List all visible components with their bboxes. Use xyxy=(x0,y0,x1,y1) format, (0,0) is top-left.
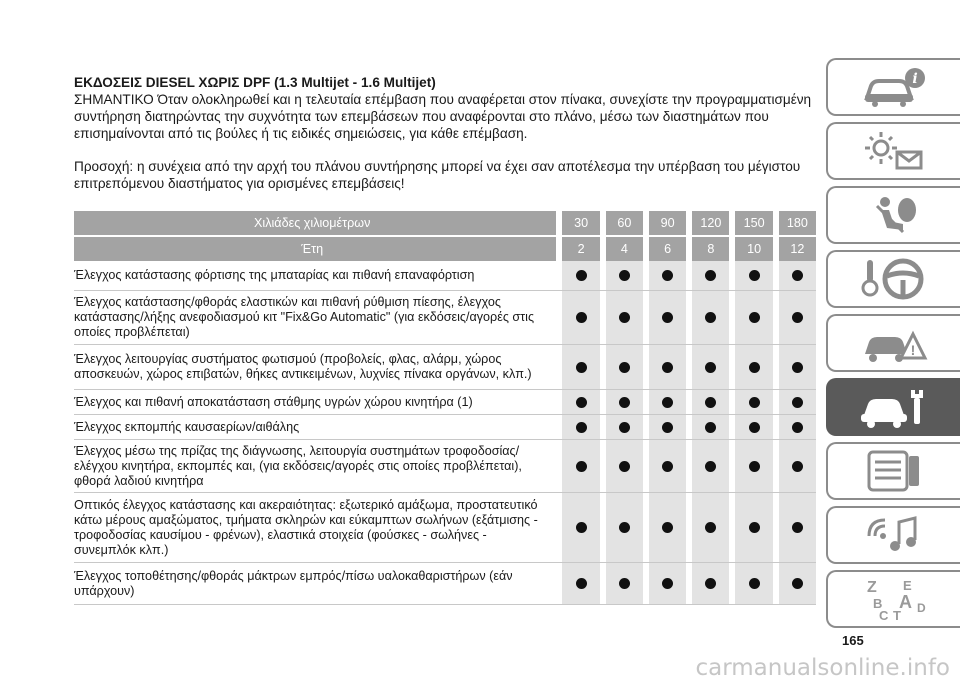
table-row xyxy=(74,390,816,415)
schedule-cell xyxy=(649,261,686,290)
tab-car-info[interactable] xyxy=(826,58,960,116)
schedule-cell xyxy=(562,345,599,389)
scheduled-dot-icon xyxy=(792,461,803,472)
scheduled-dot-icon xyxy=(619,522,630,533)
multimedia-icon xyxy=(859,512,929,558)
schedule-cell xyxy=(779,345,816,389)
scheduled-dot-icon xyxy=(662,522,673,533)
schedule-cell xyxy=(562,563,599,604)
maintenance-table xyxy=(74,211,816,605)
watermark: carmanualsonline.info xyxy=(695,655,950,681)
scheduled-dot-icon xyxy=(619,397,630,408)
km-header-label: Χιλιάδες χιλιομέτρων xyxy=(74,211,556,235)
scheduled-dot-icon xyxy=(619,270,630,281)
check-description: Έλεγχος τοποθέτησης/φθοράς μάκτρων εμπρός/πίσω υαλοκαθαριστήρων (εάν υπάρχουν) xyxy=(74,568,513,598)
schedule-cell xyxy=(649,345,686,389)
scheduled-dot-icon xyxy=(662,397,673,408)
schedule-cell xyxy=(735,563,772,604)
tab-technical-data[interactable] xyxy=(826,442,960,500)
schedule-cell xyxy=(735,291,772,344)
schedule-cell xyxy=(606,345,643,389)
scheduled-dot-icon xyxy=(705,422,716,433)
scheduled-dot-icon xyxy=(662,312,673,323)
table-row xyxy=(74,291,816,345)
svg-text:i: i xyxy=(912,71,918,87)
check-description: Οπτικός έλεγχος κατάστασης και ακεραιότητας: εξωτερικό αμάξωμα, προστατευτικό κάτω μέρους αμαξώματος, τμήματα σκληρών και εύκαμπτων σωλήνων (εξάτμισης - τροφοδοσίας καυσίμου - φρένων), ελαστικά στοιχεία (φούσκες - σωλήνες - συνεμπλόκ κλπ.) xyxy=(74,497,538,557)
scheduled-dot-icon xyxy=(619,578,630,589)
table-row xyxy=(74,493,816,563)
schedule-cell xyxy=(779,261,816,290)
index-letter: T xyxy=(893,608,901,622)
table-row xyxy=(74,415,816,440)
table-row xyxy=(74,261,816,291)
km-value: 180 xyxy=(779,211,816,235)
index-letter: B xyxy=(873,596,883,611)
page-number: 165 xyxy=(842,633,864,648)
important-note: ΣΗΜΑΝΤΙΚΟ Όταν ολοκληρωθεί και η τελευταία επέμβαση που αναφέρεται στον πίνακα, συνεχίστε την προγραμματισμένη συντήρηση διατηρώντας την συχνότητα των επεμβάσεων που αναφέρονται στο πλάνο, μέσω των διαστημάτων που επισημαίνονται από τις βούλες ή τις ειδικές σημειώσεις, για κάθε επέμβαση. xyxy=(74,92,812,141)
schedule-cell xyxy=(562,390,599,414)
index-letter: E xyxy=(903,578,912,593)
scheduled-dot-icon xyxy=(705,312,716,323)
check-description: Έλεγχος λειτουργίας συστήματος φωτισμού (προβολείς, φλας, αλάρμ, χώρος αποσκευών, χώρος επιβατών, θήκες αντικειμένων, λυχνίες πίνακα οργάνων, κλπ.) xyxy=(74,352,532,381)
tab-starting-driving[interactable] xyxy=(826,250,960,308)
warning-lights-icon xyxy=(859,128,929,174)
schedule-cell xyxy=(606,415,643,439)
index-letter: C xyxy=(879,608,889,622)
scheduled-dot-icon xyxy=(662,270,673,281)
scheduled-dot-icon xyxy=(792,422,803,433)
year-value: 6 xyxy=(649,237,686,261)
schedule-cell xyxy=(735,415,772,439)
check-description: Έλεγχος εκπομπής καυσαερίων/αιθάλης xyxy=(74,419,300,434)
steering-wheel-key-icon xyxy=(859,256,929,302)
svg-text:!: ! xyxy=(910,342,916,358)
scheduled-dot-icon xyxy=(749,422,760,433)
scheduled-dot-icon xyxy=(705,397,716,408)
schedule-cell xyxy=(649,390,686,414)
years-header-label: Έτη xyxy=(74,237,556,261)
scheduled-dot-icon xyxy=(576,578,587,589)
year-value: 4 xyxy=(606,237,643,261)
schedule-cell xyxy=(562,440,599,492)
schedule-cell xyxy=(606,291,643,344)
scheduled-dot-icon xyxy=(749,522,760,533)
schedule-cell xyxy=(692,345,729,389)
scheduled-dot-icon xyxy=(662,461,673,472)
index-letter: A xyxy=(899,592,912,612)
schedule-cell xyxy=(649,493,686,562)
tab-alphabetical-index[interactable] xyxy=(826,570,960,628)
km-value: 90 xyxy=(649,211,686,235)
tab-maintenance[interactable] xyxy=(826,378,960,436)
check-description: Έλεγχος και πιθανή αποκατάσταση στάθμης υγρών χώρου κινητήρα (1) xyxy=(74,394,473,409)
check-description: Έλεγχος μέσω της πρίζας της διάγνωσης, λειτουργία συστημάτων τροφοδοσίας/ελέγχου κινητήρα, εκπομπές και, (για εκδόσεις/αγορές στις οποίες προβλέπεται), φθορά λαδιού κινητήρα xyxy=(74,443,522,488)
scheduled-dot-icon xyxy=(705,522,716,533)
scheduled-dot-icon xyxy=(619,362,630,373)
scheduled-dot-icon xyxy=(792,270,803,281)
scheduled-dot-icon xyxy=(576,270,587,281)
schedule-cell xyxy=(606,493,643,562)
km-value: 30 xyxy=(562,211,599,235)
scheduled-dot-icon xyxy=(792,362,803,373)
schedule-cell xyxy=(779,415,816,439)
schedule-cell xyxy=(562,415,599,439)
schedule-cell xyxy=(692,291,729,344)
scheduled-dot-icon xyxy=(619,422,630,433)
scheduled-dot-icon xyxy=(619,312,630,323)
car-emergency-icon xyxy=(859,320,929,366)
warning-note: Προσοχή: η συνέχεια από την αρχή του πλάνου συντήρησης μπορεί να έχει σαν αποτέλεσμα την υπέρβαση του μέγιστου επιτρεπόμενου διαστήματος για ορισμένες επεμβάσεις! xyxy=(74,159,801,191)
schedule-cell xyxy=(692,440,729,492)
year-value: 12 xyxy=(779,237,816,261)
km-value: 60 xyxy=(606,211,643,235)
technical-data-icon xyxy=(859,448,929,494)
schedule-cell xyxy=(735,390,772,414)
schedule-cell xyxy=(692,493,729,562)
table-row xyxy=(74,440,816,493)
schedule-cell xyxy=(735,261,772,290)
year-value: 10 xyxy=(735,237,772,261)
scheduled-dot-icon xyxy=(576,522,587,533)
tab-multimedia[interactable] xyxy=(826,506,960,564)
scheduled-dot-icon xyxy=(749,362,760,373)
km-value: 120 xyxy=(692,211,729,235)
scheduled-dot-icon xyxy=(576,312,587,323)
schedule-cell xyxy=(692,261,729,290)
section-title: ΕΚΔΟΣΕΙΣ DIESEL ΧΩΡΙΣ DPF (1.3 Multijet - 1.6 Multijet) xyxy=(74,75,436,90)
car-wrench-icon xyxy=(859,384,929,430)
schedule-cell xyxy=(562,493,599,562)
scheduled-dot-icon xyxy=(792,397,803,408)
schedule-cell xyxy=(606,440,643,492)
scheduled-dot-icon xyxy=(705,461,716,472)
scheduled-dot-icon xyxy=(749,397,760,408)
scheduled-dot-icon xyxy=(792,578,803,589)
schedule-cell xyxy=(649,440,686,492)
scheduled-dot-icon xyxy=(662,578,673,589)
scheduled-dot-icon xyxy=(705,362,716,373)
schedule-cell xyxy=(562,261,599,290)
car-info-icon xyxy=(859,64,929,110)
table-body xyxy=(74,261,816,605)
scheduled-dot-icon xyxy=(749,461,760,472)
schedule-cell xyxy=(735,345,772,389)
scheduled-dot-icon xyxy=(792,522,803,533)
schedule-cell xyxy=(606,261,643,290)
schedule-cell xyxy=(606,563,643,604)
index-letter: Z xyxy=(867,579,877,596)
schedule-cell xyxy=(735,493,772,562)
schedule-cell xyxy=(649,415,686,439)
airbag-safety-icon xyxy=(859,192,929,238)
scheduled-dot-icon xyxy=(576,362,587,373)
table-row xyxy=(74,563,816,605)
schedule-cell xyxy=(692,390,729,414)
schedule-cell xyxy=(606,390,643,414)
schedule-cell xyxy=(692,563,729,604)
scheduled-dot-icon xyxy=(576,461,587,472)
scheduled-dot-icon xyxy=(619,461,630,472)
scheduled-dot-icon xyxy=(662,362,673,373)
scheduled-dot-icon xyxy=(705,270,716,281)
chapter-sidebar xyxy=(826,58,960,634)
scheduled-dot-icon xyxy=(662,422,673,433)
scheduled-dot-icon xyxy=(792,312,803,323)
km-value: 150 xyxy=(735,211,772,235)
header-row-km xyxy=(74,211,816,235)
header-row-years xyxy=(74,237,816,261)
alphabetical-index-icon xyxy=(859,576,929,622)
schedule-cell xyxy=(779,390,816,414)
index-letter: D xyxy=(917,601,926,615)
year-value: 2 xyxy=(562,237,599,261)
tab-warning-lights[interactable] xyxy=(826,122,960,180)
table-row xyxy=(74,345,816,390)
tab-emergency[interactable] xyxy=(826,314,960,372)
schedule-cell xyxy=(649,291,686,344)
check-description: Έλεγχος κατάστασης φόρτισης της μπαταρίας και πιθανή επαναφόρτιση xyxy=(74,268,475,282)
schedule-cell xyxy=(779,291,816,344)
scheduled-dot-icon xyxy=(749,578,760,589)
check-description: Έλεγχος κατάστασης/φθοράς ελαστικών και πιθανή ρύθμιση πίεσης, έλεγχος κατάστασης/λήξης ανεφοδιασμού κιτ "Fix&Go Automatic" (για εκδόσεις/αγορές στις οποίες προβλέπεται) xyxy=(74,295,535,339)
schedule-cell xyxy=(562,291,599,344)
scheduled-dot-icon xyxy=(705,578,716,589)
scheduled-dot-icon xyxy=(749,312,760,323)
schedule-cell xyxy=(692,415,729,439)
year-value: 8 xyxy=(692,237,729,261)
scheduled-dot-icon xyxy=(576,422,587,433)
schedule-cell xyxy=(779,493,816,562)
schedule-cell xyxy=(779,563,816,604)
scheduled-dot-icon xyxy=(576,397,587,408)
scheduled-dot-icon xyxy=(749,270,760,281)
schedule-cell xyxy=(779,440,816,492)
schedule-cell xyxy=(649,563,686,604)
schedule-cell xyxy=(735,440,772,492)
tab-safety[interactable] xyxy=(826,186,960,244)
